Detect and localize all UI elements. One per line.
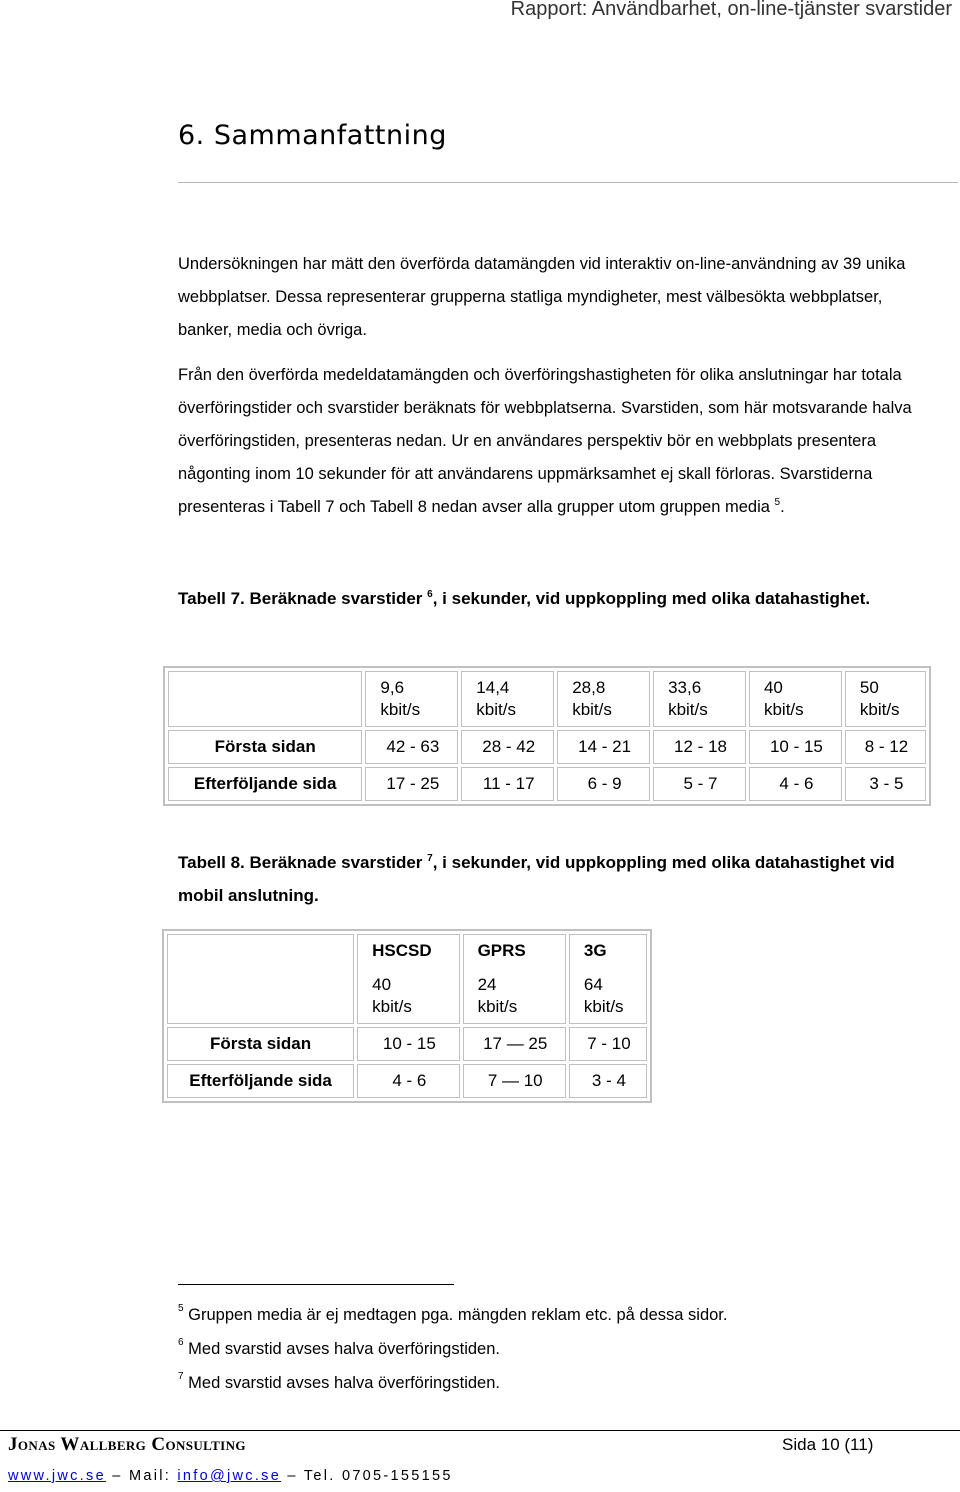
table-cell: 10 - 15	[749, 730, 842, 764]
table-cell: 10 - 15	[357, 1027, 459, 1061]
table-cell: 6 - 9	[557, 767, 650, 801]
table-8-column-header: 3G 64 kbit/s	[569, 934, 647, 1024]
table-7-column-header: 28,8 kbit/s	[557, 671, 650, 727]
table-cell: 5 - 7	[653, 767, 746, 801]
contact-separator: – Tel.	[281, 1468, 342, 1484]
table-7-column-header: 33,6 kbit/s	[653, 671, 746, 727]
website-link[interactable]: www.jwc.se	[8, 1468, 106, 1484]
paragraph-2-text: Från den överförda medeldatamängden och överföringshastigheten för olika anslutningar har totala överföringstider och svarstider beräknats för webbplatserna. Svarstiden, som här motsvarande halva överföringstiden, presenteras nedan. Ur en användares perspektiv bör en webbplats presentera någonting inom 10 sekunder för att användarens uppmärksamhet ej skall förloras. Svarstiderna presenteras i Tabell 7 och Tabell 8 nedan avser alla grupper utom gruppen media	[178, 366, 912, 516]
footnote-6	[178, 1338, 500, 1360]
table-cell: 14 - 21	[557, 730, 650, 764]
table-7-column-header: 14,4 kbit/s	[461, 671, 554, 727]
table-7-column-header: 9,6 kbit/s	[365, 671, 458, 727]
footnote-number: 6	[178, 1337, 184, 1348]
footer-divider	[0, 1430, 960, 1431]
table-cell: 17 - 25	[365, 767, 458, 801]
table-8-column-header: GPRS 24 kbit/s	[463, 934, 566, 1024]
table-cell: 8 - 12	[845, 730, 926, 764]
table-cell: 4 - 6	[357, 1064, 459, 1098]
paragraph-2-end: .	[780, 498, 785, 516]
table-cell: 12 - 18	[653, 730, 746, 764]
paragraph-1: Undersökningen har mätt den överförda datamängden vid interaktiv on-line-användning av 39 unika webbplatser. Dessa representerar grupperna statliga myndigheter, mest välbesökta webbplatser, banker, media och övriga.	[178, 255, 906, 339]
title-divider	[178, 182, 958, 183]
company-name: Jonas Wallberg Consulting	[8, 1434, 246, 1455]
table-cell: 17 — 25	[463, 1027, 566, 1061]
footnote-5	[178, 1304, 727, 1326]
running-header: Rapport: Användbarhet, on-line-tjänster svarstider	[510, 0, 952, 20]
contact-line	[8, 1468, 453, 1484]
table-row	[168, 767, 926, 801]
table-8-corner-cell	[167, 934, 354, 1024]
table-cell: 28 - 42	[461, 730, 554, 764]
table-7-caption	[178, 582, 918, 615]
table-7-corner-cell	[168, 671, 362, 727]
table-row	[167, 1064, 647, 1098]
contact-separator: – Mail:	[105, 1468, 178, 1484]
row-label-first-page: Första sidan	[168, 730, 362, 764]
table-row	[167, 1027, 647, 1061]
table-7-caption-a: Tabell 7. Beräknade svarstider	[178, 589, 423, 608]
table-7-column-header: 40 kbit/s	[749, 671, 842, 727]
table-row	[168, 730, 926, 764]
table-8-caption-a: Tabell 8. Beräknade svarstider	[178, 853, 423, 872]
footnote-number: 7	[178, 1371, 184, 1382]
table-7-column-header: 50 kbit/s	[845, 671, 926, 727]
footnote-text: Med svarstid avses halva överföringstiden.	[188, 1374, 500, 1392]
section-title: 6. Sammanfattning	[178, 120, 447, 151]
table-cell: 3 - 5	[845, 767, 926, 801]
row-label-first-page: Första sidan	[167, 1027, 354, 1061]
table-8-caption-b: , i sekunder, vid uppkoppling med olika datahastighet vid mobil anslutning.	[178, 853, 895, 905]
paragraph-2	[178, 359, 918, 524]
table-cell: 42 - 63	[365, 730, 458, 764]
row-label-following-page: Efterföljande sida	[168, 767, 362, 801]
table-7-caption-b: , i sekunder, vid uppkoppling med olika datahastighet.	[432, 589, 871, 608]
row-label-following-page: Efterföljande sida	[167, 1064, 354, 1098]
page-number: Sida 10 (11)	[782, 1435, 874, 1454]
footnote-separator	[178, 1284, 454, 1285]
table-7-header-row	[168, 671, 926, 727]
footnote-text: Med svarstid avses halva överföringstiden.	[188, 1340, 500, 1358]
footnote-7	[178, 1372, 500, 1394]
phone-number: 0705-155155	[341, 1468, 453, 1484]
table-8	[162, 929, 652, 1103]
footnote-ref-5[interactable]: 5	[774, 497, 781, 508]
table-7	[163, 666, 931, 806]
table-cell: 7 — 10	[463, 1064, 566, 1098]
email-link[interactable]: info@jwc.se	[177, 1468, 282, 1484]
table-cell: 3 - 4	[569, 1064, 647, 1098]
table-8-header-row	[167, 934, 647, 1024]
table-cell: 4 - 6	[749, 767, 842, 801]
table-8-column-header: HSCSD 40 kbit/s	[357, 934, 459, 1024]
footnote-ref-7[interactable]: 7	[427, 853, 433, 864]
table-cell: 11 - 17	[461, 767, 554, 801]
footnote-number: 5	[178, 1303, 184, 1314]
footnote-ref-6[interactable]: 6	[427, 589, 433, 600]
table-8-caption	[178, 846, 918, 912]
footnote-text: Gruppen media är ej medtagen pga. mängden reklam etc. på dessa sidor.	[188, 1306, 728, 1324]
table-cell: 7 - 10	[569, 1027, 647, 1061]
